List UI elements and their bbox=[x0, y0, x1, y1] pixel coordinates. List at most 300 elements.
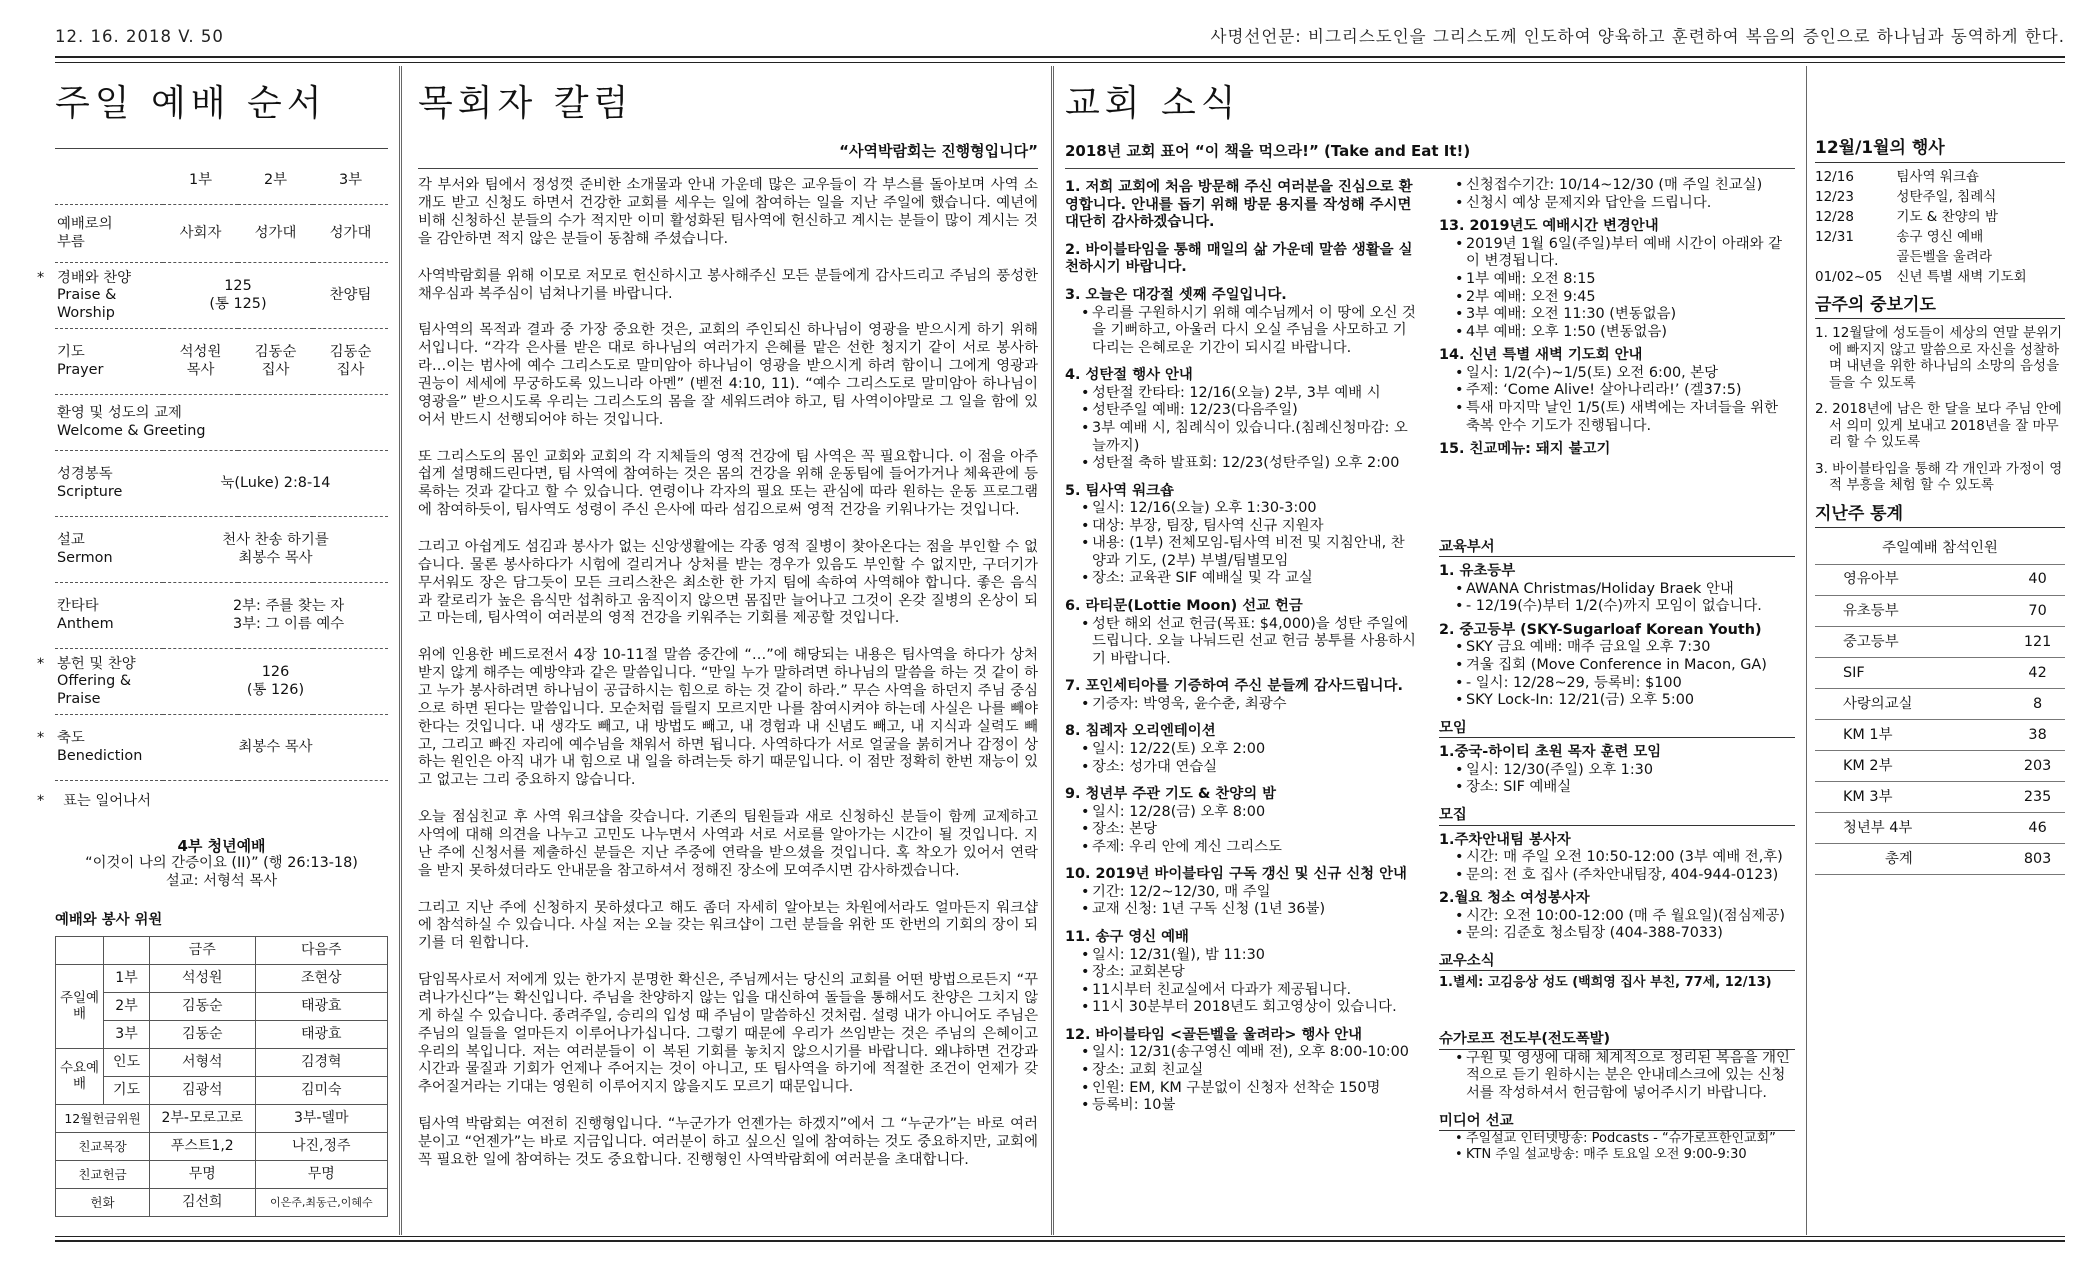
prayer-title: 금주의 중보기도 bbox=[1815, 295, 2065, 320]
servant-this-week: 김광석 bbox=[150, 1076, 256, 1104]
item-label-en: Praise & bbox=[57, 287, 117, 304]
servant-role: 12월헌금위원 bbox=[56, 1104, 150, 1132]
news-details bbox=[1065, 804, 1417, 857]
servant-role: 친교헌금 bbox=[56, 1160, 150, 1188]
attendance-count: 46 bbox=[2010, 813, 2065, 844]
news-detail: • 장소: 교회 친교실 bbox=[1081, 1062, 1417, 1080]
attendance-count: 40 bbox=[2010, 565, 2065, 596]
item-label-en: Welcome & Greeting bbox=[57, 422, 206, 439]
news-details bbox=[1439, 1131, 1795, 1163]
item-label-en: Offering & Praise bbox=[57, 673, 132, 707]
news-item bbox=[1065, 287, 1417, 357]
news-detail: • 기증자: 박영욱, 윤수춘, 최광수 bbox=[1081, 696, 1417, 714]
news-details bbox=[1439, 849, 1795, 884]
column-divider bbox=[399, 66, 402, 1235]
news-details bbox=[1439, 1050, 1795, 1103]
news-item bbox=[1439, 347, 1795, 435]
news-detail: • - 12/19(수)부터 1/2(수)까지 모임이 없습니다. bbox=[1455, 598, 1795, 616]
servants-title: 예배와 봉사 위원 bbox=[55, 912, 163, 929]
servant-this-week: 2부-모로고로 bbox=[150, 1104, 256, 1132]
news-heading: 13. 2019년도 예배시간 변경안내 bbox=[1439, 218, 1659, 235]
stand-note-text: 표는 일어나서 bbox=[63, 793, 151, 810]
pastor-column-section bbox=[418, 72, 1038, 1189]
servant-sub: 인도 bbox=[104, 1048, 150, 1076]
news-detail: • 일시: 1/2(수)~1/5(토) 오전 6:00, 본당 bbox=[1455, 365, 1795, 383]
column-paragraph: 그리고 지난 주에 신청하지 못하셨다고 해도 좀더 자세히 알아보는 차원에서라도 얼마든지 워크샵에 참석하실 수 있습니다. 사실 저는 오늘 갖는 워크샵이 그런 분들을 위한 또 한번의 기회의 장이 되기를 더 원합니다. bbox=[418, 899, 1038, 952]
news-detail: • 겨울 집회 (Move Conference in Macon, GA) bbox=[1455, 657, 1795, 675]
attendance-count: 42 bbox=[2010, 658, 2065, 689]
news-item bbox=[1065, 179, 1417, 232]
issue-date: 12. 16. 2018 V. 50 bbox=[55, 27, 224, 46]
event-date: 01/02~05 bbox=[1815, 268, 1883, 285]
news-detail: • 장소: 교육관 SIF 예배실 및 각 교실 bbox=[1081, 570, 1417, 588]
news-detail: • 인원: EM, KM 구분없이 신청자 선착순 150명 bbox=[1081, 1080, 1417, 1098]
attendance-group: 유초등부 bbox=[1815, 596, 2010, 627]
event-row bbox=[1815, 267, 2027, 287]
servant-next-week: 태광효 bbox=[255, 992, 387, 1020]
item-label-en: 부름 bbox=[57, 233, 85, 250]
news-detail: • 2부 예배: 오전 9:45 bbox=[1455, 289, 1795, 307]
event-name: 신년 특별 새벽 기도회 bbox=[1896, 268, 2027, 285]
news-item bbox=[1065, 483, 1417, 588]
subsection-title: 교우소식 bbox=[1439, 953, 1795, 972]
item-value: 성가대 bbox=[254, 225, 297, 242]
news-list-left bbox=[1065, 169, 1417, 1163]
news-detail: • - 일시: 12/28~29, 등록비: $100 bbox=[1455, 675, 1795, 693]
col-header: 3부 bbox=[338, 171, 363, 188]
news-heading: 1. 유초등부 bbox=[1439, 563, 1516, 580]
news-heading: 6. 라티문(Lottie Moon) 선교 헌금 bbox=[1065, 598, 1303, 615]
news-detail: • 11시부터 친교실에서 다과가 제공됩니다. bbox=[1081, 982, 1417, 1000]
prayer-list bbox=[1815, 325, 2065, 493]
attendance-count: 203 bbox=[2010, 751, 2065, 782]
event-date: 12/31 bbox=[1815, 228, 1854, 245]
news-heading: 1.주차안내팀 봉사자 bbox=[1439, 831, 1571, 848]
column-paragraph: 팀사역 박람회는 여전히 진행형입니다. “누군가가 언젠가는 하겠지”에서 그 “누군가”는 바로 여러분이고 “언젠가”는 바로 지금입니다. 여러분이 하고 싶으신 일에 참여하는 것도 중요하지만, 교회에 꼭 필요한 일에 참여하는 것도 중요합니다. 진행형인 사역박람회에 여러분을 초대합니다. bbox=[418, 1116, 1038, 1168]
news-heading: 10. 2019년 바이블타임 구독 갱신 및 신규 신청 안내 bbox=[1065, 866, 1407, 883]
servant-next-week: 무명 bbox=[255, 1160, 387, 1188]
church-news-section bbox=[1065, 72, 1795, 1163]
mission-statement: 사명선언문: 비그리스도인을 그리스도께 인도하여 양육하고 훈련하여 복음의 증인으로 하나님과 동역하게 한다. bbox=[1210, 27, 2065, 46]
servant-next-week: 김경혁 bbox=[255, 1048, 387, 1076]
servant-row bbox=[56, 1076, 388, 1104]
subsection-title: 모임 bbox=[1439, 720, 1795, 739]
news-heading: 15. 친교메뉴: 돼지 불고기 bbox=[1439, 441, 1611, 458]
news-detail: • 대상: 부장, 팀장, 팀사역 신규 지원자 bbox=[1081, 518, 1417, 536]
news-detail: • 주일설교 인터넷방송: Podcasts - “슈가로프한인교회” bbox=[1455, 1131, 1795, 1147]
news-detail: • AWANA Christmas/Holiday Braek 안내 bbox=[1455, 581, 1795, 599]
news-item bbox=[1065, 242, 1417, 277]
column-subtitle: “사역박람회는 진행형입니다” bbox=[839, 141, 1038, 160]
news-detail: • 일시: 12/22(토) 오후 2:00 bbox=[1081, 741, 1417, 759]
masthead bbox=[55, 27, 2065, 53]
item-value: 찬양팀 bbox=[329, 287, 372, 304]
news-detail: • SKY 금요 예배: 매주 금요일 오후 7:30 bbox=[1455, 639, 1795, 657]
news-item bbox=[1065, 723, 1417, 776]
news-detail: • 일시: 12/30(주일) 오후 1:30 bbox=[1455, 762, 1795, 780]
column-paragraph: 팀사역의 목적과 결과 중 가장 중요한 것은, 교회의 주인되신 하나님이 영광을 받으시게 하기 위해서입니다. “각각 은사를 받은 대로 하나님의 여러가지 은혜를 맡은 선한 청지기 같이 서로 봉사하라…이는 범사에 예수 그리스도로 말미암아 하나님이 영광을 받으시게 하려 함이니 그에게 영광과 권능이 세세에 무궁하도록 있느니라 아멘” (벧전 4:10, 11). “예수 그리스도로 말미암아 하나님이 영광을” 받으시도록 우리는 그리스도의 몸을 잘 세워드려야 하고, 팀 사역이야말로 그 일을 함에 있어서 반드시 선행되어야 하는 것입니다. bbox=[418, 322, 1038, 428]
servant-row bbox=[56, 1104, 388, 1132]
servants-table bbox=[55, 936, 388, 1217]
news-details bbox=[1439, 177, 1795, 212]
top-rule-thin bbox=[55, 62, 2065, 63]
news-detail: • KTN 주일 설교방송: 매주 토요일 오전 9:00-9:30 bbox=[1455, 1147, 1795, 1163]
bottom-rule bbox=[55, 1236, 2065, 1237]
news-detail: • 장소: 본당 bbox=[1081, 821, 1417, 839]
servant-this-week: 김동순 bbox=[150, 992, 256, 1020]
attendance-group: 영유아부 bbox=[1815, 565, 2010, 596]
event-name: 기도 & 찬양의 밤 bbox=[1896, 208, 1999, 225]
column-paragraph: 사역박람회를 위해 이모로 저모로 헌신하시고 봉사해주신 모든 분들에게 감사드리고 주님의 풍성한 채우심과 복주심이 넘쳐나기를 바랍니다. bbox=[418, 267, 1038, 302]
bottom-rule-thick bbox=[55, 1240, 2065, 1242]
news-item bbox=[1439, 622, 1795, 710]
news-detail: • 신청시 예상 문제지와 답안을 드립니다. bbox=[1455, 195, 1795, 213]
spacer bbox=[1439, 991, 1795, 1021]
servant-next-week: 이은주,최동근,이혜수 bbox=[255, 1188, 387, 1216]
item-label: 환영 및 성도의 교제 bbox=[57, 405, 182, 422]
prayer-item: 3. 바이블타임을 통해 각 개인과 가정이 영적 부흥을 체험 할 수 있도록 bbox=[1815, 460, 2063, 494]
news-item bbox=[1065, 598, 1417, 668]
worship-order-table bbox=[37, 157, 388, 782]
event-name: 팀사역 워크숍 bbox=[1896, 168, 1979, 185]
attendance-row bbox=[1815, 565, 2065, 596]
news-item bbox=[1065, 1027, 1417, 1115]
news-detail: • 장소: SIF 예배실 bbox=[1455, 779, 1795, 797]
news-detail: • 일시: 12/31(월), 밤 11:30 bbox=[1081, 947, 1417, 965]
servant-next-week: 김미숙 bbox=[255, 1076, 387, 1104]
item-label: 예배로의 bbox=[57, 216, 113, 233]
event-date: 12/23 bbox=[1815, 188, 1854, 205]
servant-next-week: 태광효 bbox=[255, 1020, 387, 1048]
news-heading: 1. 저희 교회에 처음 방문해 주신 여러분을 진심으로 환영합니다. 안내를 돕기 위해 방문 용지를 작성해 주시면 대단히 감사하겠습니다. bbox=[1065, 179, 1413, 231]
item-label: 경배와 찬양 bbox=[57, 269, 132, 286]
attendance-row bbox=[1815, 782, 2065, 813]
column-paragraph: 또 그리스도의 몸인 교회와 교회의 각 지체들의 영적 건강에 팀 사역은 꼭 필요합니다. 이 점을 아주 쉽게 설명해드린다면, 팀 사역에 참여하는 것은 몸의 건강을 위해 운동팀에 들어가거나 체육관에 등록하는 것과 같다고 할 수 있습니다. 연령이나 각자의 필요 또는 관심에 따라 원하는 운동 프로그램에 참여하듯이, 팀사역도 성령이 주신 은사에 따라 섬김으로써 영적 건강을 키워나가는 것입니다. bbox=[418, 448, 1038, 519]
news-details bbox=[1439, 639, 1795, 709]
news-detail: • 문의: 전 호 집사 (주차안내팀장, 404-944-0123) bbox=[1455, 867, 1795, 885]
column-divider bbox=[1051, 66, 1054, 1235]
servant-row bbox=[56, 1020, 388, 1048]
attendance-group: 중고등부 bbox=[1815, 627, 2010, 658]
news-heading: 2. 바이블타임을 통해 매일의 삶 가운데 말씀 생활을 실천하시기 바랍니다. bbox=[1065, 241, 1413, 276]
servant-row bbox=[56, 992, 388, 1020]
news-heading: 2.월요 청소 여성봉사자 bbox=[1439, 890, 1590, 907]
col-header: 다음주 bbox=[255, 936, 387, 964]
servant-next-week: 3부-델마 bbox=[255, 1104, 387, 1132]
hymn-number: 126 bbox=[261, 664, 290, 681]
prayer-item: 1. 12월달에 성도들이 세상의 연말 분위기에 빠지지 않고 말씀으로 자신을 성찰하며 내년을 위한 하나님의 소망의 음성을 들을 수 있도록 bbox=[1815, 325, 2063, 391]
col-header: 2부 bbox=[263, 171, 288, 188]
attendance-row bbox=[1815, 689, 2065, 720]
news-item bbox=[1065, 678, 1417, 713]
news-item bbox=[1065, 929, 1417, 1017]
attendance-row bbox=[1815, 813, 2065, 844]
stats-title: 지난주 통계 bbox=[1815, 504, 2065, 529]
attendance-group: KM 1부 bbox=[1815, 720, 2010, 751]
scripture-ref: 눅(Luke) 2:8-14 bbox=[220, 475, 331, 492]
divider bbox=[55, 148, 388, 149]
news-detail: • 장소: 성가대 연습실 bbox=[1081, 759, 1417, 777]
news-list-right bbox=[1439, 169, 1795, 1163]
attendance-group: 청년부 4부 bbox=[1815, 813, 2010, 844]
attendance-row bbox=[1815, 627, 2065, 658]
item-value: 사회자 bbox=[179, 225, 222, 242]
servant-group: 수요예배 bbox=[56, 1048, 104, 1104]
servant-row bbox=[56, 1188, 388, 1216]
item-label-en: Anthem bbox=[57, 615, 114, 632]
stand-marker: * bbox=[37, 730, 45, 747]
top-rule bbox=[55, 56, 2065, 58]
event-name: 성탄주일, 침례식 bbox=[1896, 188, 1997, 205]
news-detail: • 시간: 매 주일 오전 10:50-12:00 (3부 예배 전,후) bbox=[1455, 849, 1795, 867]
hymn-number: 125 bbox=[224, 278, 252, 295]
attendance-group: SIF bbox=[1815, 658, 2010, 689]
event-date: 12/16 bbox=[1815, 168, 1854, 185]
news-detail: • 주제: 우리 안에 계신 그리스도 bbox=[1081, 839, 1417, 857]
news-details bbox=[1065, 884, 1417, 919]
news-detail: • SKY Lock-In: 12/21(금) 오후 5:00 bbox=[1455, 692, 1795, 710]
servant-group: 주일예배 bbox=[56, 964, 104, 1048]
news-heading: 5. 팀사역 워크숍 bbox=[1065, 482, 1174, 499]
events-title: 12월/1월의 행사 bbox=[1815, 138, 2065, 163]
news-detail: • 내용: (1부) 전체모임-팀사역 비전 및 지침안내, 찬양과 기도, (2부) 부별/팀별모임 bbox=[1081, 535, 1417, 570]
news-detail: • 성탄절 칸타타: 12/16(오늘) 2부, 3부 예배 시 bbox=[1081, 385, 1417, 403]
servant-role: 헌화 bbox=[56, 1188, 150, 1216]
item-label-en: Benediction bbox=[57, 747, 143, 764]
servant-sub: 3부 bbox=[104, 1020, 150, 1048]
servant-row bbox=[56, 1132, 388, 1160]
news-detail: • 성탄절 축하 발표회: 12/23(성탄주일) 오후 2:00 bbox=[1081, 455, 1417, 473]
news-detail: • 3부 예배: 오전 11:30 (변동없음) bbox=[1455, 306, 1795, 324]
item-label: 축도 bbox=[57, 730, 85, 747]
anthem-2: 2부: 주를 찾는 자 bbox=[233, 598, 345, 615]
news-details bbox=[1065, 385, 1417, 473]
servant-this-week: 석성원 bbox=[150, 964, 256, 992]
news-details bbox=[1439, 762, 1795, 797]
news-detail: • 문의: 김준호 청소팀장 (404-388-7033) bbox=[1455, 925, 1795, 943]
news-detail: • 일시: 12/28(금) 오후 8:00 bbox=[1081, 804, 1417, 822]
news-item bbox=[1065, 786, 1417, 856]
benediction-by: 최봉수 목사 bbox=[238, 739, 313, 756]
attendance-group: KM 3부 bbox=[1815, 782, 2010, 813]
prayer-leader: 석성원 bbox=[179, 344, 222, 361]
year-theme: 2018년 교회 표어 “이 책을 먹으라!” (Take and Eat It!) bbox=[1065, 141, 1471, 160]
hymn-number-old: (통 125) bbox=[209, 295, 267, 312]
events-table bbox=[1815, 167, 2027, 287]
news-detail: • 1부 예배: 오전 8:15 bbox=[1455, 271, 1795, 289]
worship-order-section bbox=[37, 72, 388, 1217]
news-heading: 8. 침례자 오리엔테이션 bbox=[1065, 723, 1216, 740]
news-details bbox=[1065, 616, 1417, 669]
column-paragraph: 그리고 아쉽게도 섬김과 봉사가 없는 신앙생활에는 각종 영적 질병이 찾아온다는 점을 부인할 수 없습니다. 물론 봉사하다가 시험에 걸리거나 상처를 받는 경우가 있음도 부인할 수 없지만, 구더기가 무서워도 장은 담그듯이 모든 크리스찬은 최소한 한 가지 팀에 속하여 사역해야 합니다. 좋은 음식과 칼로리가 높은 음식만 섭취하고 움직이지 않으면 몸집만 늘어나고 그것이 온갖 질병의 온상이 되고 마는데, 팀사역이 여러분의 영적 건강을 키워주는 기회를 제공할 것입니다. bbox=[418, 538, 1038, 627]
attendance-table bbox=[1815, 565, 2065, 876]
event-row bbox=[1815, 167, 2027, 187]
anthem-3: 3부: 그 이름 예수 bbox=[233, 615, 345, 632]
subsection-title: 미디어 선교 bbox=[1439, 1113, 1795, 1132]
subsection-title: 슈가로프 전도부(전도폭발) bbox=[1439, 1031, 1795, 1050]
column-paragraph: 오늘 점심친교 후 사역 워크샵을 갖습니다. 기존의 팀원들과 새로 신청하신 분들이 함께 교제하고 사역에 대해 의견을 나누고 고민도 나누면서 사역과 서로 서로를 알아가는 시간이 될 것입니다. 지난 주에 신청서를 제출하신 분들은 지난 주중에 연락을 받으셨을 것입니다. 혹 착오가 있어서 연락을 받지 못하셨더라도 안내문을 참고하셔서 정해진 장소에 모여주시면 감사하겠습니다. bbox=[418, 809, 1038, 879]
news-details bbox=[1065, 305, 1417, 358]
news-detail: • 등록비: 10불 bbox=[1081, 1097, 1417, 1115]
section-title: 목회자 칼럼 bbox=[418, 83, 634, 124]
event-row bbox=[1815, 227, 2027, 247]
news-details bbox=[1439, 908, 1795, 943]
news-detail: • 신청접수기간: 10/14~12/30 (매 주일 친교실) bbox=[1455, 177, 1795, 195]
servant-row bbox=[56, 1048, 388, 1076]
news-details bbox=[1439, 236, 1795, 341]
servant-sub: 기도 bbox=[104, 1076, 150, 1104]
spacer bbox=[1439, 459, 1795, 529]
news-details bbox=[1065, 741, 1417, 776]
attendance-count: 803 bbox=[2010, 844, 2065, 875]
news-item bbox=[1439, 218, 1795, 341]
attendance-count: 121 bbox=[2010, 627, 2065, 658]
news-detail: • 2019년 1월 6일(주일)부터 예배 시간이 아래와 같이 변경됩니다. bbox=[1455, 236, 1795, 271]
news-item bbox=[1439, 441, 1795, 459]
stand-marker: * bbox=[37, 655, 45, 672]
news-heading: 9. 청년부 주관 기도 & 찬양의 밤 bbox=[1065, 786, 1277, 803]
news-detail: • 우리를 구원하시기 위해 예수님께서 이 땅에 오신 것을 기뻐하고, 아울러 다시 오실 주님을 사모하고 기다리는 은혜로운 기간이 되시길 바랍니다. bbox=[1081, 305, 1417, 358]
news-detail: • 일시: 12/31(송구영신 예배 전), 오후 8:00-10:00 bbox=[1081, 1044, 1417, 1062]
news-item bbox=[1065, 367, 1417, 472]
preacher: 최봉수 목사 bbox=[238, 549, 313, 566]
col-header: 금주 bbox=[150, 936, 256, 964]
item-label-en: Scripture bbox=[57, 483, 123, 500]
news-detail: • 구원 및 영생에 대해 체계적으로 정리된 복음을 개인적으로 듣기 원하시는 분은 안내데스크에 있는 신청서를 작성하셔서 헌금함에 넣어주시기 바랍니다. bbox=[1455, 1050, 1795, 1103]
news-detail: • 성탄 해외 선교 헌금(목표: $4,000)을 성탄 주일에 드립니다. 오늘 나눠드린 선교 헌금 봉투를 사용하시기 바랍니다. bbox=[1081, 616, 1417, 669]
item-label: 설교 bbox=[57, 532, 85, 549]
event-date bbox=[1815, 247, 1896, 267]
attendance-count: 8 bbox=[2010, 689, 2065, 720]
column-paragraph: 각 부서와 팀에서 정성껏 준비한 소개물과 안내 가운데 많은 교우들이 각 부스를 돌아보며 사역 소개도 받고 신청도 하면서 건강한 교회를 세우는 일에 참여하는 일을 지난 주일에 했습니다. 예년에 비해 신청하신 분들의 수가 적지만 이미 활성화된 팀사역에 헌신하고 계시는 분들이 많이 계시는 것을 감안하면 적지 않은 분들이 동참해 주셨습니다. bbox=[418, 177, 1038, 247]
servant-next-week: 조현상 bbox=[255, 964, 387, 992]
news-heading: 14. 신년 특별 새벽 기도회 안내 bbox=[1439, 347, 1643, 364]
news-detail: • 교재 신청: 1년 구독 신청 (1년 36불) bbox=[1081, 901, 1417, 919]
column-paragraph: 담임목사로서 저에게 있는 한가지 분명한 확신은, 주님께서는 당신의 교회를 어떤 방법으로든지 “꾸려나가신다”는 확신입니다. 주님을 찬양하지 않는 입을 대신하여 돌들을 통해서도 찬양은 그치지 않게 하실 수 있습니다. 종려주일, 승리의 입성 때 주님이 말씀하신 것처럼. 설령 내가 아니어도 주님은 주님의 일들을 얼마든지 이루어나가십니다. 그렇기 때문에 우리가 쓰임받는 것은 주님의 은혜이고 우리의 복입니다. 저는 여러분들이 이 복된 기회를 놓치지 않으시기를 바랍니다. 왜냐하면 건강과 시간과 물질과 기회가 언제나 주어지는 것이 아니고, 또 팀사역을 하기에 적절한 조건이 언제가 갖추어질거라는 기대는 영원히 이루어지지 않을지도 모르기 때문입니다. bbox=[418, 972, 1038, 1096]
servant-sub: 2부 bbox=[104, 992, 150, 1020]
item-value: 성가대 bbox=[329, 225, 372, 242]
news-details bbox=[1065, 696, 1417, 714]
news-detail: • 4부 예배: 오후 1:50 (변동없음) bbox=[1455, 324, 1795, 342]
news-heading: 11. 송구 영신 예배 bbox=[1065, 929, 1189, 946]
news-detail: • 성탄주일 예배: 12/23(다음주일) bbox=[1081, 402, 1417, 420]
news-heading: 12. 바이블타임 <골든벨을 울려라> 행사 안내 bbox=[1065, 1026, 1363, 1043]
item-label-en: Sermon bbox=[57, 549, 113, 566]
member-news: 1.별세: 고김응상 성도 (백희영 집사 부친, 77세, 12/13) bbox=[1439, 975, 1772, 991]
servant-row bbox=[56, 964, 388, 992]
attendance-count: 235 bbox=[2010, 782, 2065, 813]
servant-this-week: 서형석 bbox=[150, 1048, 256, 1076]
subsection-title: 모집 bbox=[1439, 807, 1795, 826]
news-details bbox=[1439, 581, 1795, 616]
item-label: 칸타타 bbox=[57, 598, 99, 615]
item-label: 성경봉독 bbox=[57, 466, 113, 483]
news-detail: • 시간: 오전 10:00-12:00 (매 주 월요일)(점심제공) bbox=[1455, 908, 1795, 926]
news-item bbox=[1065, 866, 1417, 919]
item-label-en: Prayer bbox=[57, 361, 104, 378]
item-label: 봉헌 및 찬양 bbox=[57, 655, 136, 672]
event-row bbox=[1815, 187, 2027, 207]
news-heading: 3. 오늘은 대강절 셋째 주일입니다. bbox=[1065, 287, 1287, 304]
servant-this-week: 김선희 bbox=[150, 1188, 256, 1216]
news-details bbox=[1065, 947, 1417, 1017]
subsection-title: 교육부서 bbox=[1439, 539, 1795, 558]
youth-sermon-title: “이것이 나의 간증이요 (II)” (행 26:13-18) bbox=[85, 855, 358, 872]
column-paragraph: 위에 인용한 베드로전서 4장 10-11절 말씀 중간에 “…”에 해당되는 내용은 팀사역을 하다가 상처받지 않게 해주는 예방약과 같은 말씀입니다. “만일 누가 말하려면 하나님의 말씀을 하는 것 같이 하고 누가 봉사하려면 하나님이 공급하시는 힘으로 하는 것 같이 하라.” 무슨 사역을 하던지 주님 중심으로 하면 된다는 말씀입니다. 모순처럼 들릴지 모르지만 나를 참여시켜야 하는데 사실은 나를 빼야 한다는 것입니다. 내 생각도 빼고, 내 방법도 빼고, 내 경험과 내 신념도 빼고, 내 지식과 실력도 빼고, 그리고 빠진 자리에 예수님을 채워서 하면 됩니다. 사역하다가 서로 얼굴을 붉히거나 감정이 상하는 원인은 아직 내가 내 힘으로 내 일을 하려는듯 하기 때문입니다. 이 점만 정확히 한번 재능이 있고 없고는 그리 중요하지 않습니다. bbox=[418, 647, 1038, 789]
news-detail: • 3부 예배 시, 침례식이 있습니다.(침례신청마감: 오늘까지) bbox=[1081, 420, 1417, 455]
attendance-title: 주일예배 참석인원 bbox=[1815, 540, 2065, 565]
header-blank bbox=[104, 936, 150, 964]
attendance-row bbox=[1815, 720, 2065, 751]
attendance-count: 38 bbox=[2010, 720, 2065, 751]
prayer-leader-title: 목사 bbox=[186, 361, 215, 378]
section-title: 교회 소식 bbox=[1065, 83, 1241, 124]
attendance-group: 총계 bbox=[1815, 844, 2010, 875]
news-detail: • 장소: 교회본당 bbox=[1081, 964, 1417, 982]
news-detail: • 11시 30분부터 2018년도 회고영상이 있습니다. bbox=[1081, 999, 1417, 1017]
section-title: 주일 예배 순서 bbox=[55, 83, 327, 124]
servant-next-week: 나진,정주 bbox=[255, 1132, 387, 1160]
prayer-leader-title: 집사 bbox=[336, 361, 365, 378]
news-heading: 1.중국-하이티 초원 목자 훈련 모임 bbox=[1439, 744, 1662, 761]
attendance-count: 70 bbox=[2010, 596, 2065, 627]
servant-role: 친교목장 bbox=[56, 1132, 150, 1160]
column-divider bbox=[1806, 66, 1807, 1235]
news-item bbox=[1439, 744, 1795, 797]
item-label-en: Worship bbox=[57, 304, 115, 321]
news-detail: • 일시: 12/16(오늘) 오후 1:30-3:00 bbox=[1081, 500, 1417, 518]
servant-this-week: 김동순 bbox=[150, 1020, 256, 1048]
event-name: 골든벨을 울려라 bbox=[1896, 248, 1992, 265]
event-row bbox=[1815, 247, 2027, 267]
youth-service-title: 4부 청년예배 bbox=[177, 836, 266, 855]
divider bbox=[418, 168, 1038, 169]
youth-preacher: 설교: 서형석 목사 bbox=[165, 872, 278, 889]
event-date: 12/28 bbox=[1815, 208, 1854, 225]
stand-note: * 표는 일어나서 bbox=[37, 793, 151, 810]
stand-marker: * bbox=[37, 269, 45, 286]
header-blank bbox=[56, 936, 104, 964]
prayer-item: 2. 2018년에 남은 한 달을 보다 주님 안에서 의미 있게 보내고 2018년을 잘 마무리 할 수 있도록 bbox=[1815, 401, 2062, 451]
news-detail: • 기간: 12/2~12/30, 매 주일 bbox=[1081, 884, 1417, 902]
news-heading: 2. 중고등부 (SKY-Sugarloaf Korean Youth) bbox=[1439, 621, 1762, 638]
news-details bbox=[1439, 365, 1795, 435]
sermon-title: 천사 찬송 하기를 bbox=[222, 532, 329, 549]
attendance-row bbox=[1815, 844, 2065, 875]
servant-sub: 1부 bbox=[104, 964, 150, 992]
servant-this-week: 무명 bbox=[150, 1160, 256, 1188]
attendance-group: 사랑의교실 bbox=[1815, 689, 2010, 720]
news-detail: • 특새 마지막 날인 1/5(토) 새벽에는 자녀들을 위한 축복 안수 기도가 진행됩니다. bbox=[1455, 400, 1795, 435]
news-item bbox=[1439, 890, 1795, 943]
column-body bbox=[418, 177, 1038, 1170]
attendance-group: KM 2부 bbox=[1815, 751, 2010, 782]
news-details bbox=[1065, 500, 1417, 588]
item-label: 기도 bbox=[57, 344, 85, 361]
prayer-leader: 김동순 bbox=[254, 344, 297, 361]
event-row bbox=[1815, 207, 2027, 227]
attendance-row bbox=[1815, 751, 2065, 782]
news-details bbox=[1065, 1044, 1417, 1114]
servant-this-week: 푸스트1,2 bbox=[150, 1132, 256, 1160]
attendance-row bbox=[1815, 658, 2065, 689]
events-section bbox=[1815, 72, 2065, 875]
news-heading: 4. 성탄절 행사 안내 bbox=[1065, 367, 1193, 384]
news-detail: • 주제: ‘Come Alive! 살아나리라!’ (겔37:5) bbox=[1455, 382, 1795, 400]
news-item bbox=[1439, 832, 1795, 885]
news-item bbox=[1439, 563, 1795, 616]
hymn-number-old: (통 126) bbox=[246, 681, 305, 698]
